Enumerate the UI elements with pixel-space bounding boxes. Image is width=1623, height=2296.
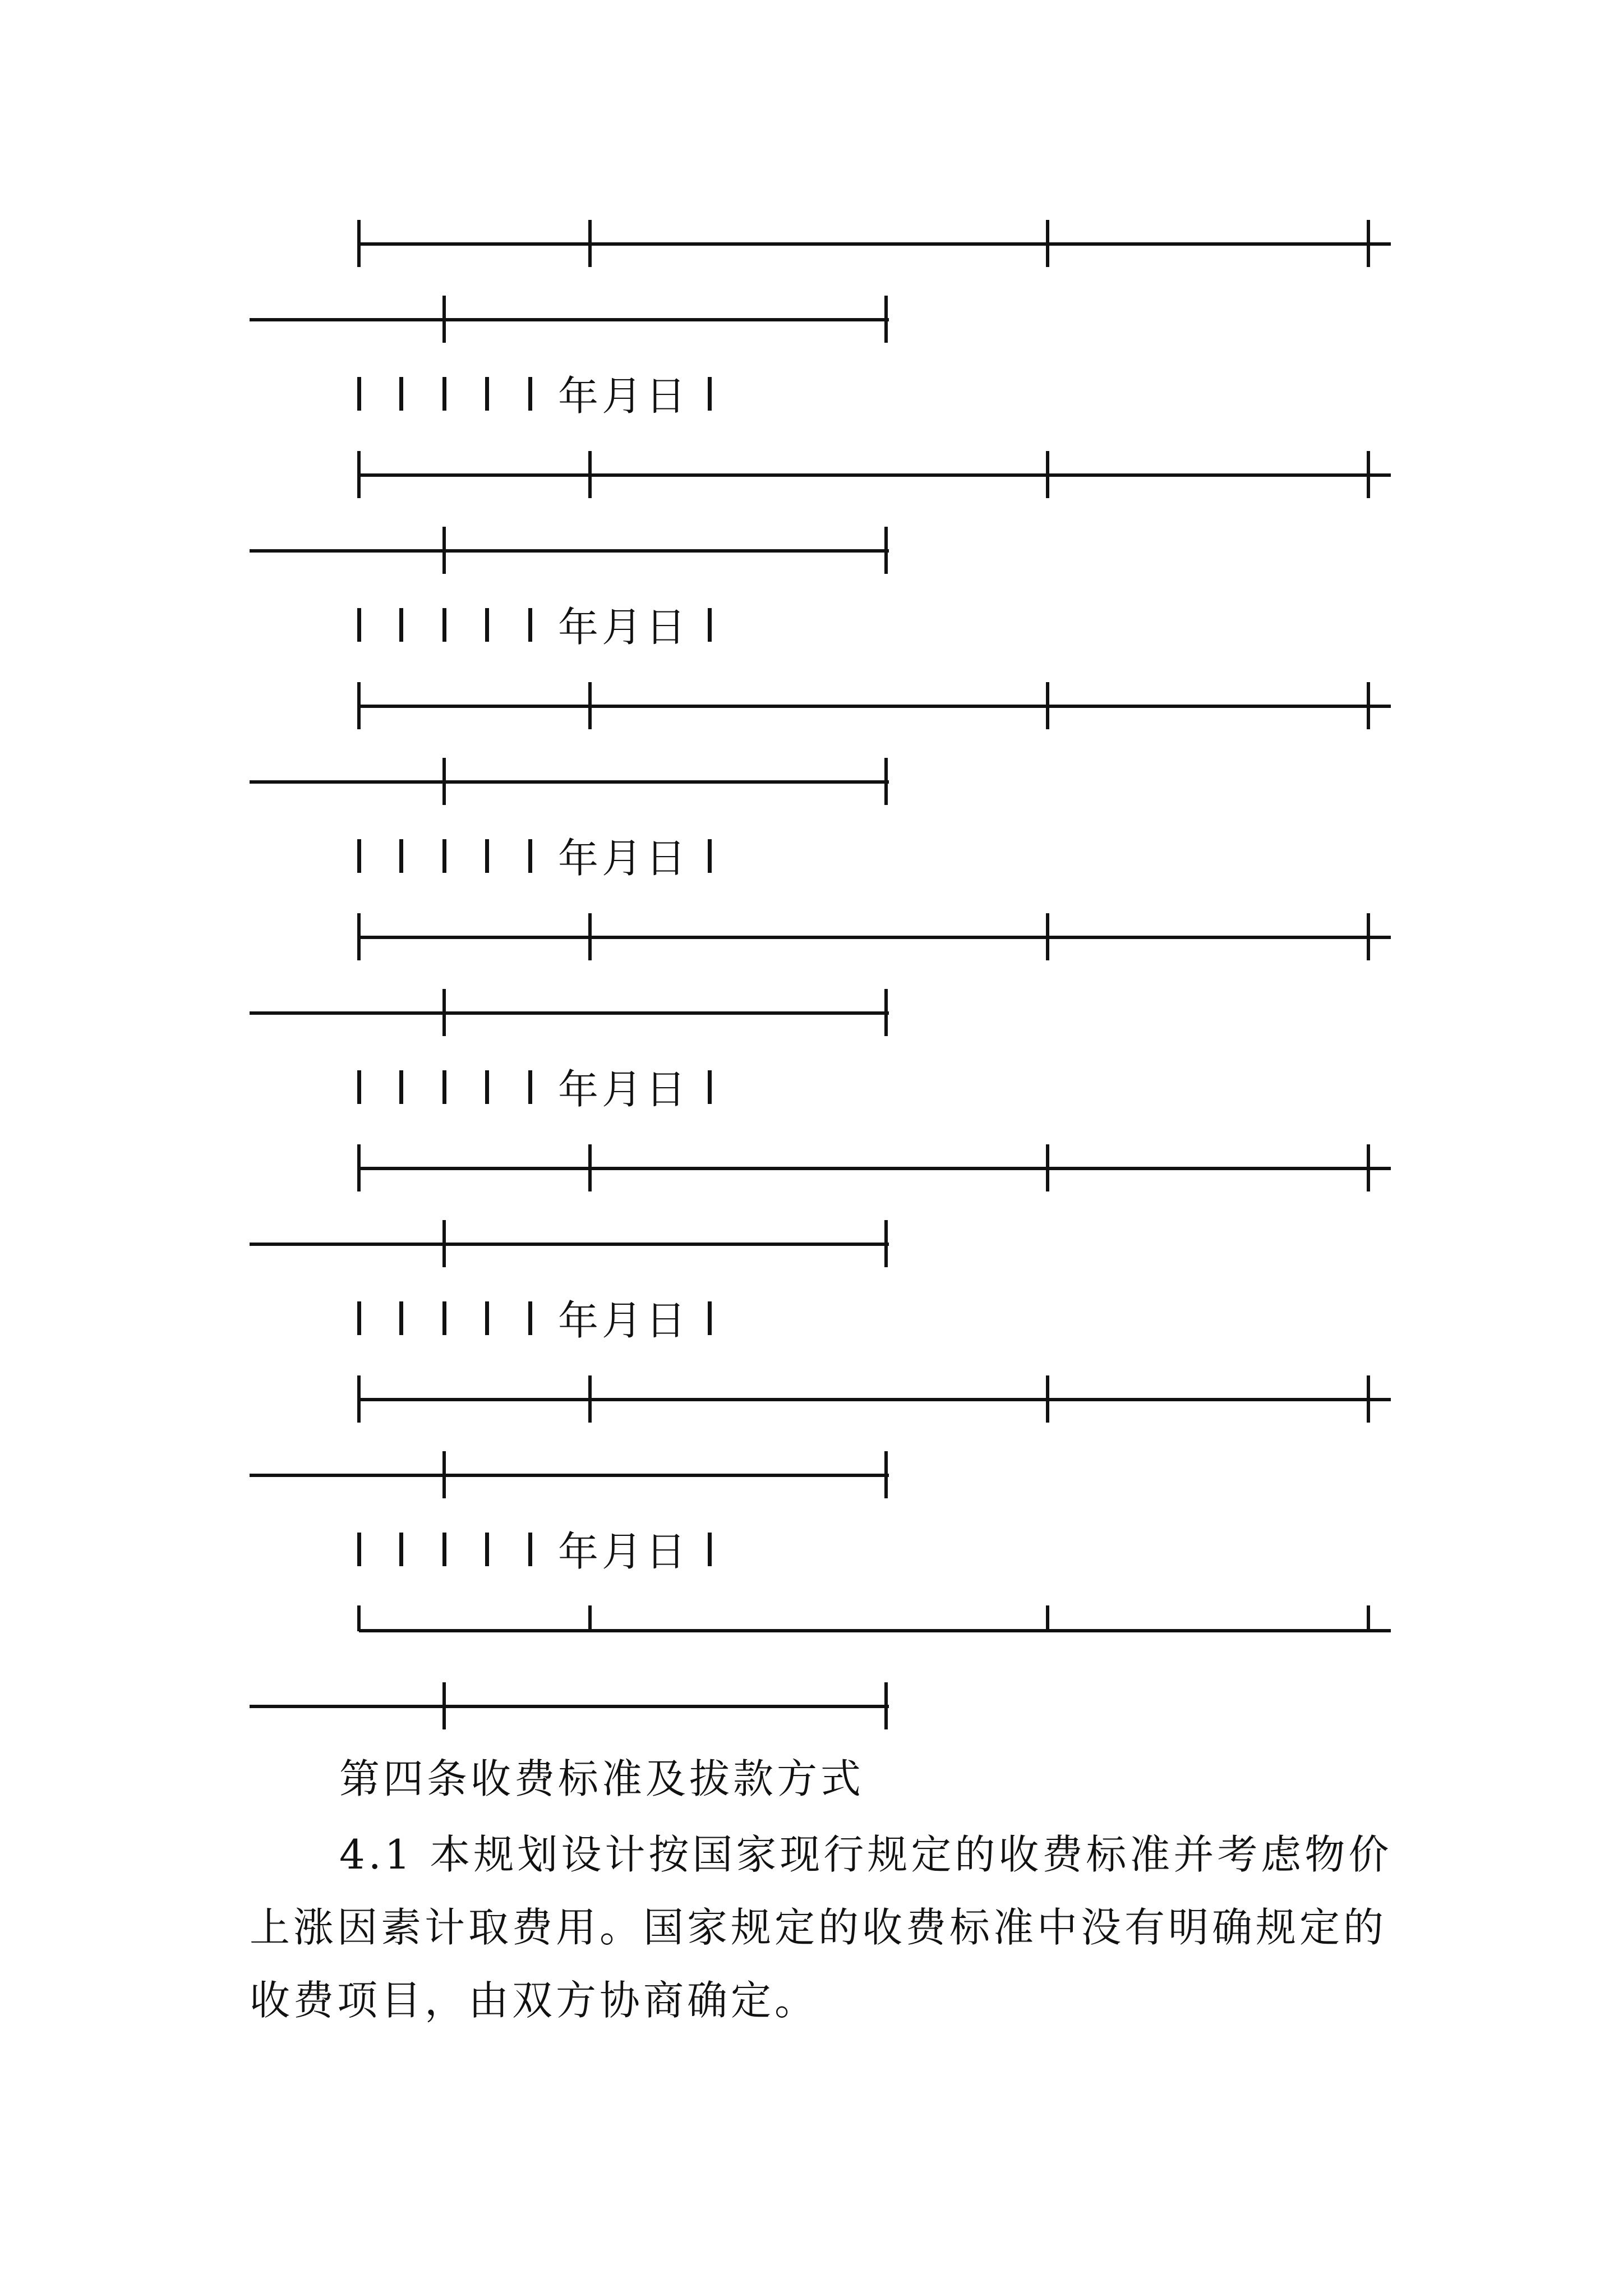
- cell-divider: [528, 377, 532, 411]
- cell-divider: [485, 839, 489, 873]
- cell-divider: [485, 1070, 489, 1104]
- table-border-tick: [1046, 913, 1049, 960]
- cell-divider: [485, 608, 489, 642]
- cell-divider: [708, 608, 712, 642]
- table-border-tick: [357, 451, 361, 498]
- cell-divider: [399, 377, 403, 411]
- cell-divider: [708, 377, 712, 411]
- table-border-line: [359, 705, 1391, 708]
- date-label: 年月日: [558, 835, 690, 882]
- cell-divider: [357, 1301, 361, 1335]
- cell-divider: [528, 1301, 532, 1335]
- table-border-tick: [357, 1605, 361, 1631]
- table-border-tick: [588, 451, 592, 498]
- table-subborder-line: [250, 549, 889, 553]
- cell-divider: [442, 608, 446, 642]
- table-border-tick: [357, 220, 361, 267]
- table-subborder-line: [250, 1243, 889, 1246]
- table-border-tick: [1367, 1605, 1370, 1631]
- cell-divider: [399, 1301, 403, 1335]
- cell-divider: [485, 1533, 489, 1566]
- table-subborder-tick: [884, 1220, 888, 1267]
- cell-divider: [357, 1070, 361, 1104]
- cell-divider: [357, 377, 361, 411]
- table-border-tick: [588, 913, 592, 960]
- cell-divider: [708, 839, 712, 873]
- table-subborder-tick: [884, 1682, 888, 1729]
- cell-divider: [708, 1070, 712, 1104]
- date-label: 年月日: [558, 1066, 690, 1113]
- cell-divider: [485, 377, 489, 411]
- table-subborder-tick: [442, 296, 446, 343]
- cell-divider: [442, 1070, 446, 1104]
- cell-divider: [399, 608, 403, 642]
- table-border-tick: [588, 1375, 592, 1423]
- cell-divider: [442, 839, 446, 873]
- cell-divider: [528, 1533, 532, 1566]
- cell-divider: [357, 608, 361, 642]
- table-border-line: [359, 936, 1391, 939]
- table-border-tick: [588, 1144, 592, 1191]
- table-border-tick: [357, 682, 361, 729]
- table-subborder-line: [250, 1705, 889, 1708]
- table-border-tick: [1046, 1605, 1049, 1631]
- table-border-tick: [1367, 220, 1370, 267]
- table-subborder-tick: [884, 1451, 888, 1498]
- cell-divider: [528, 839, 532, 873]
- table-subborder-tick: [884, 527, 888, 574]
- table-subborder-tick: [442, 1682, 446, 1729]
- table-subborder-line: [250, 1011, 889, 1015]
- cell-divider: [708, 1533, 712, 1566]
- cell-divider: [399, 1533, 403, 1566]
- table-border-tick: [588, 682, 592, 729]
- table-border-line: [359, 1629, 1391, 1632]
- table-subborder-tick: [442, 1220, 446, 1267]
- cell-divider: [357, 839, 361, 873]
- table-border-tick: [357, 1375, 361, 1423]
- table-subborder-tick: [442, 1451, 446, 1498]
- cell-divider: [357, 1533, 361, 1566]
- date-label: 年月日: [558, 1528, 690, 1575]
- table-subborder-tick: [884, 989, 888, 1036]
- date-label: 年月日: [558, 1297, 690, 1344]
- cell-divider: [485, 1301, 489, 1335]
- article-paragraph-line-1: 4.1 本规划设计按国家现行规定的收费标准并考虑物价: [339, 1831, 1393, 1878]
- table-border-tick: [1367, 451, 1370, 498]
- table-subborder-tick: [884, 296, 888, 343]
- article-paragraph-line-2: 上涨因素计取费用。国家规定的收费标准中没有明确规定的: [250, 1904, 1387, 1951]
- table-border-tick: [1046, 451, 1049, 498]
- table-border-tick: [1046, 682, 1049, 729]
- table-border-tick: [1046, 220, 1049, 267]
- article-paragraph-line-3: 收费项目，由双方协商确定。: [250, 1977, 819, 2024]
- cell-divider: [708, 1301, 712, 1335]
- table-border-tick: [1046, 1144, 1049, 1191]
- cell-divider: [528, 608, 532, 642]
- article-heading: 第四条收费标准及拔款方式: [339, 1755, 865, 1802]
- table-border-tick: [588, 1605, 592, 1631]
- table-border-line: [359, 242, 1391, 246]
- table-border-line: [359, 473, 1391, 477]
- cell-divider: [399, 1070, 403, 1104]
- table-border-tick: [1046, 1375, 1049, 1423]
- table-border-tick: [1367, 1375, 1370, 1423]
- table-border-tick: [1367, 913, 1370, 960]
- cell-divider: [442, 1533, 446, 1566]
- cell-divider: [442, 377, 446, 411]
- table-subborder-line: [250, 780, 889, 784]
- table-subborder-tick: [442, 527, 446, 574]
- cell-divider: [528, 1070, 532, 1104]
- table-border-tick: [357, 1144, 361, 1191]
- date-label: 年月日: [558, 372, 690, 420]
- date-label: 年月日: [558, 604, 690, 651]
- table-subborder-tick: [442, 758, 446, 805]
- table-border-tick: [588, 220, 592, 267]
- table-subborder-tick: [884, 758, 888, 805]
- table-border-tick: [357, 913, 361, 960]
- cell-divider: [442, 1301, 446, 1335]
- table-subborder-line: [250, 318, 889, 321]
- table-border-line: [359, 1398, 1391, 1401]
- table-border-tick: [1367, 682, 1370, 729]
- table-subborder-tick: [442, 989, 446, 1036]
- cell-divider: [399, 839, 403, 873]
- table-border-tick: [1367, 1144, 1370, 1191]
- table-subborder-line: [250, 1474, 889, 1477]
- table-border-line: [359, 1167, 1391, 1170]
